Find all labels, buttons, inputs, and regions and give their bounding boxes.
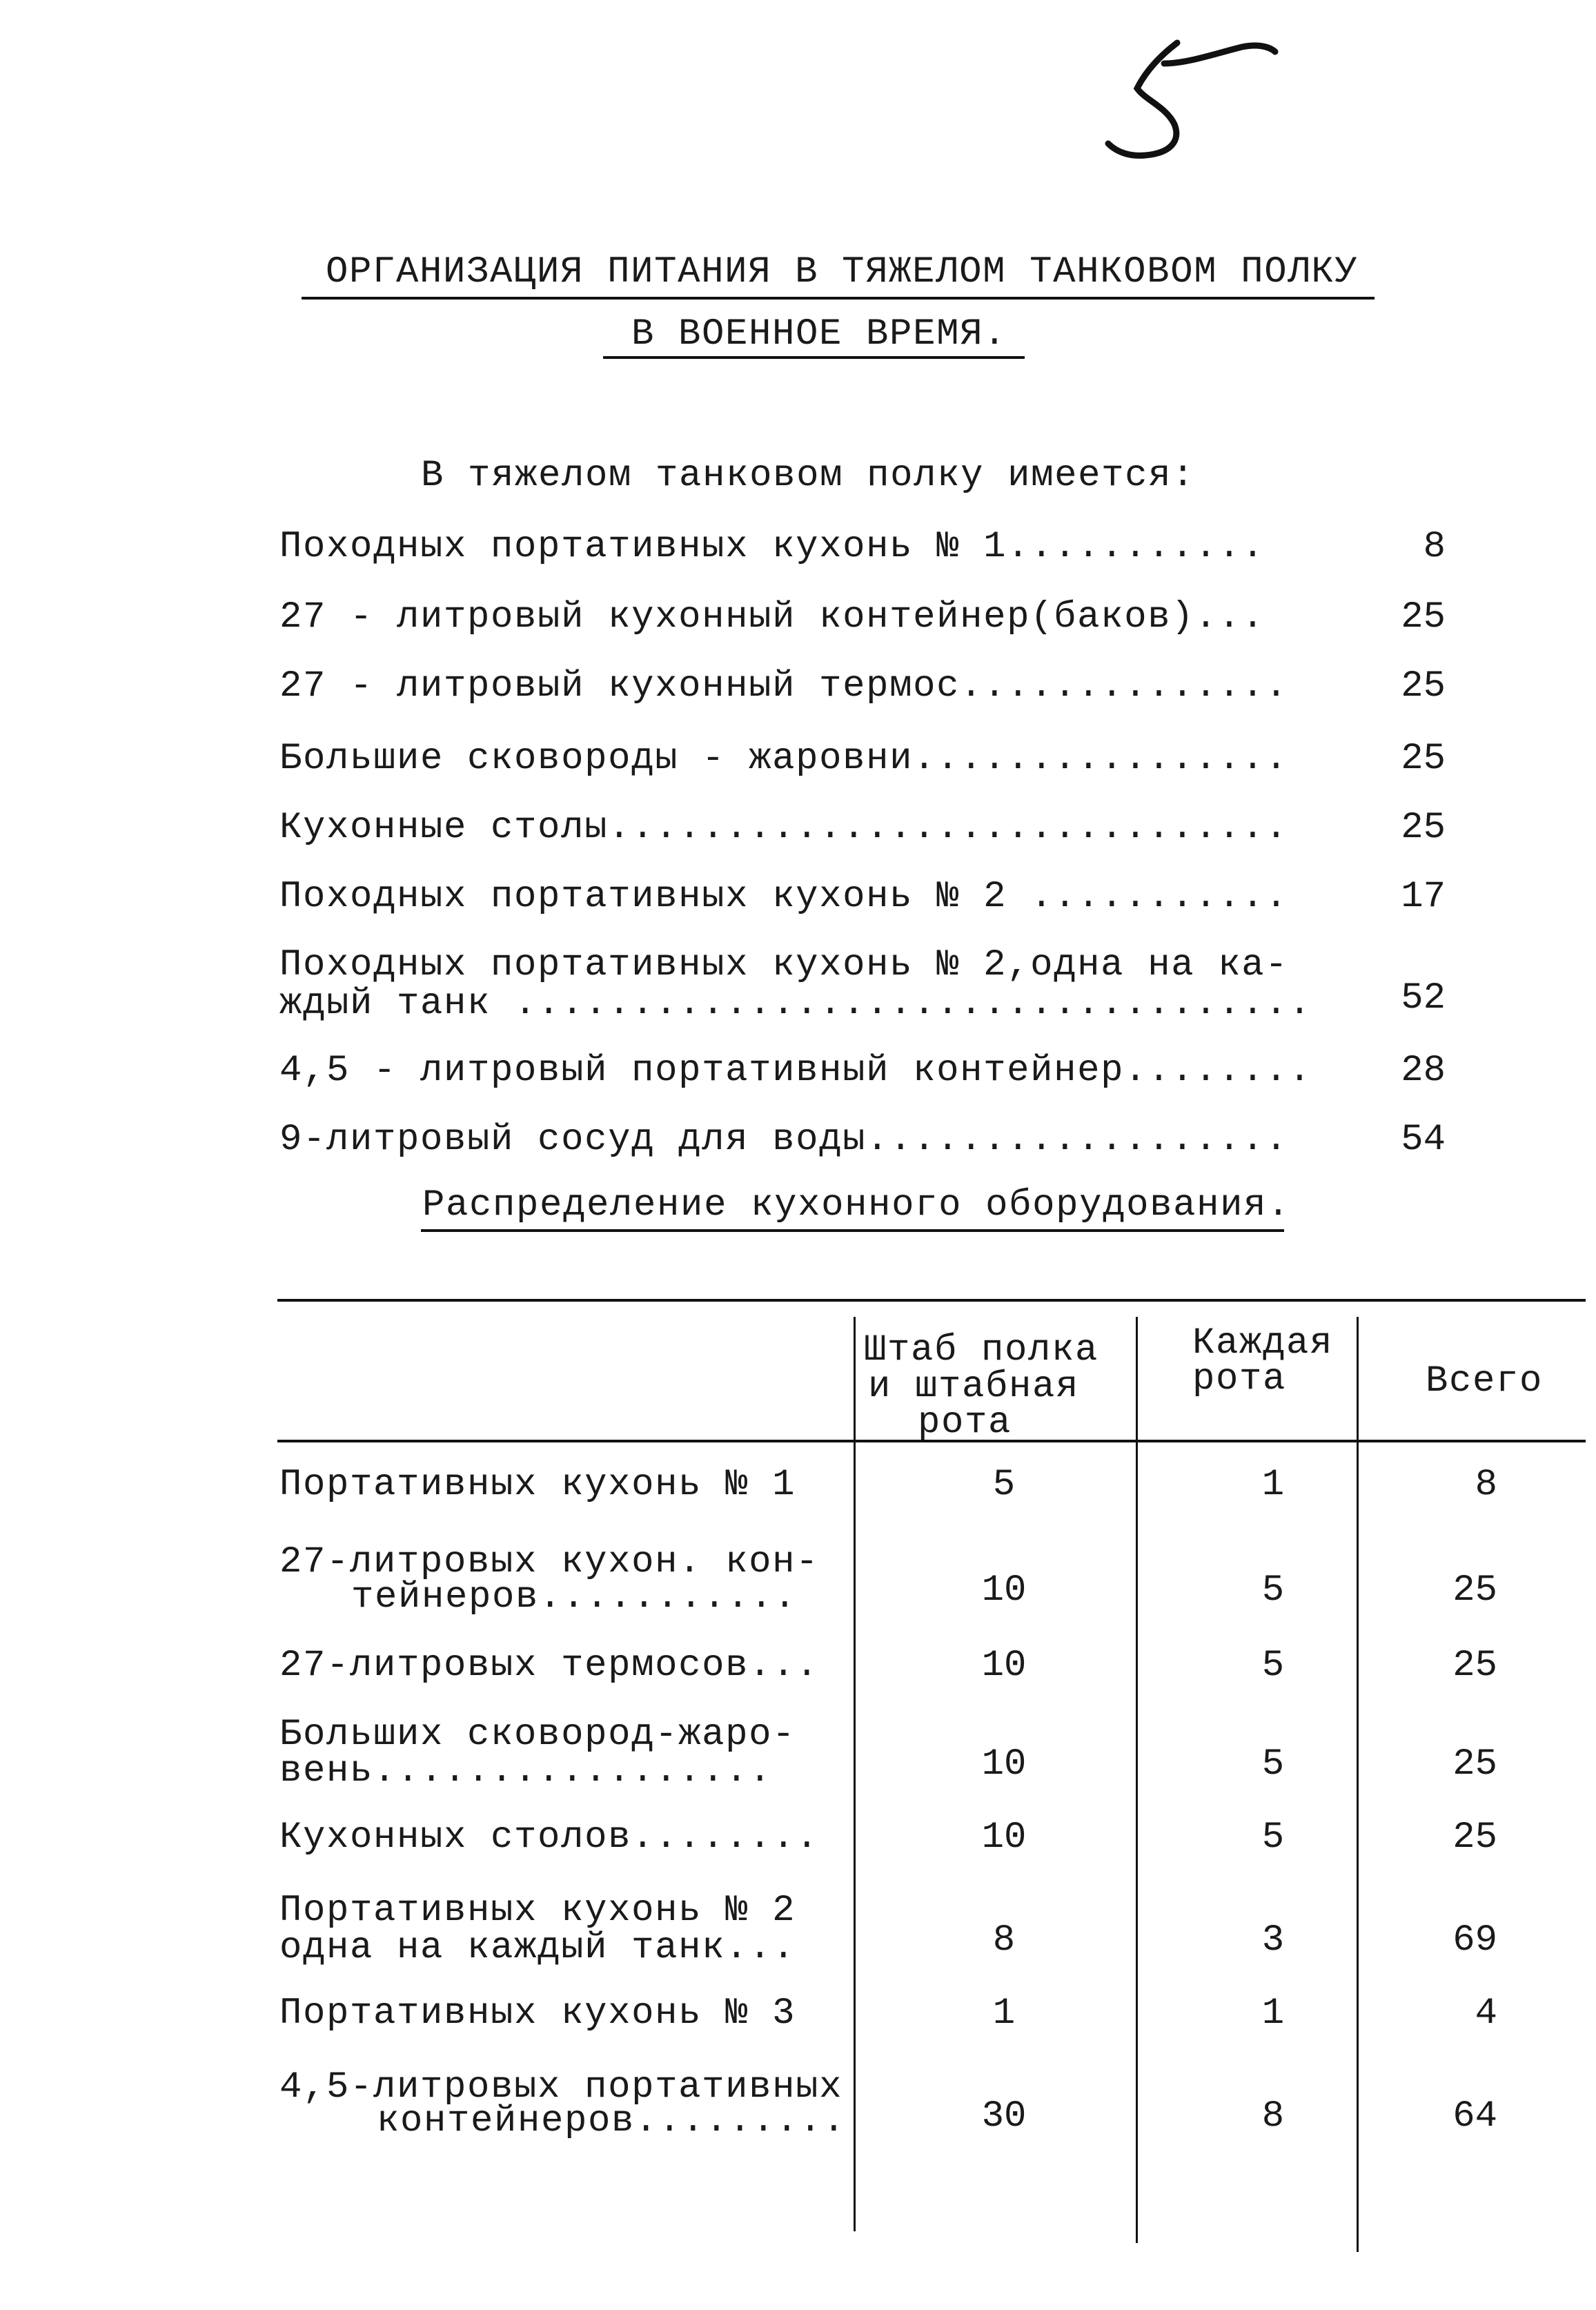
cell-total: 25 [1452,1743,1497,1785]
table-column-divider [854,1317,856,2231]
distribution-heading-underline [421,1229,1284,1232]
cell-total: 8 [1475,1464,1497,1506]
cell-total: 69 [1452,1919,1497,1961]
cell-company: 5 [1261,1817,1285,1859]
cell-hq: 10 [981,1645,1027,1687]
distribution-heading: Распределение кухонного оборудования. [422,1184,1291,1226]
row-label: 27-литровых кухон. кон- [279,1541,820,1583]
document-title-line2: В ВОЕННОЕ ВРЕМЯ. [631,313,1007,355]
row-label: Портативных кухонь № 3 [279,1993,796,2035]
row-label: 4,5-литровых портативных [279,2066,843,2108]
cell-company: 1 [1261,1993,1285,2035]
cell-company: 8 [1261,2095,1285,2137]
row-label-continued: тейнеров........... [351,1576,798,1618]
column-header-total: Всего [1426,1360,1544,1402]
row-label-continued: контейнеров......... [377,2100,847,2142]
column-header-company: Каждая [1192,1322,1334,1364]
inventory-item-value: 52 [1401,977,1446,1019]
inventory-item-value: 28 [1401,1050,1446,1092]
table-column-divider [1357,1317,1359,2252]
table-column-divider [1136,1317,1138,2243]
cell-company: 3 [1261,1919,1285,1961]
row-label-continued: вень................. [279,1750,773,1792]
table-top-rule [277,1299,1586,1302]
inventory-item-label: 4,5 - литровый портативный контейнер........ [279,1050,1312,1092]
inventory-item-value: 17 [1401,876,1446,918]
cell-total: 25 [1452,1645,1497,1687]
cell-company: 1 [1261,1464,1285,1506]
cell-company: 5 [1261,1645,1285,1687]
inventory-intro: В тяжелом танковом полку имеется: [421,455,1196,497]
inventory-item-value: 25 [1401,738,1446,780]
cell-total: 25 [1452,1817,1497,1859]
row-label: Кухонных столов........ [279,1817,820,1859]
inventory-item-value: 25 [1401,665,1446,707]
title-underline-1 [302,297,1375,300]
handwritten-page-number [1076,21,1304,173]
cell-hq: 10 [981,1817,1027,1859]
cell-company: 5 [1261,1743,1285,1785]
row-label-continued: одна на каждый танк... [279,1927,796,1969]
column-header-hq: рота [918,1402,1012,1444]
inventory-item-label-continued: ждый танк .................................. [279,983,1312,1025]
inventory-item-label: 9-литровый сосуд для воды.................. [279,1119,1289,1161]
column-header-company: рота [1192,1358,1287,1400]
inventory-item-label: Походных портативных кухонь № 2 ........... [279,876,1289,918]
cell-hq: 30 [981,2095,1027,2137]
cell-hq: 8 [992,1919,1016,1961]
cell-hq: 10 [981,1743,1027,1785]
column-header-hq: и штабная [868,1366,1080,1408]
cell-hq: 1 [992,1993,1016,2035]
cell-total: 64 [1452,2095,1497,2137]
inventory-item-value: 54 [1401,1119,1446,1161]
cell-hq: 10 [981,1569,1027,1612]
row-label: 27-литровых термосов... [279,1645,820,1687]
column-header-hq: Штаб полка [864,1329,1099,1371]
inventory-item-label: Большие сковороды - жаровни................ [279,738,1289,780]
title-underline-2 [603,356,1025,359]
inventory-item-label: Походных портативных кухонь № 2,одна на ка- [279,944,1289,986]
inventory-item-value: 8 [1423,526,1446,568]
cell-company: 5 [1261,1569,1285,1612]
row-label: Портативных кухонь № 2 [279,1890,796,1932]
inventory-item-label: Походных портативных кухонь № 1........... [279,526,1265,568]
row-label: Портативных кухонь № 1 [279,1464,796,1506]
document-title-line1: ОРГАНИЗАЦИЯ ПИТАНИЯ В ТЯЖЕЛОМ ТАНКОВОМ ПОЛКУ [326,251,1359,293]
inventory-item-label: Кухонные столы............................. [279,807,1289,849]
inventory-item-label: 27 - литровый кухонный контейнер(баков)... [279,596,1265,638]
inventory-item-label: 27 - литровый кухонный термос.............. [279,665,1289,707]
cell-hq: 5 [992,1464,1016,1506]
inventory-item-value: 25 [1401,807,1446,849]
inventory-item-value: 25 [1401,596,1446,638]
cell-total: 25 [1452,1569,1497,1612]
row-label: Больших сковород-жаро- [279,1714,796,1756]
cell-total: 4 [1475,1993,1497,2035]
